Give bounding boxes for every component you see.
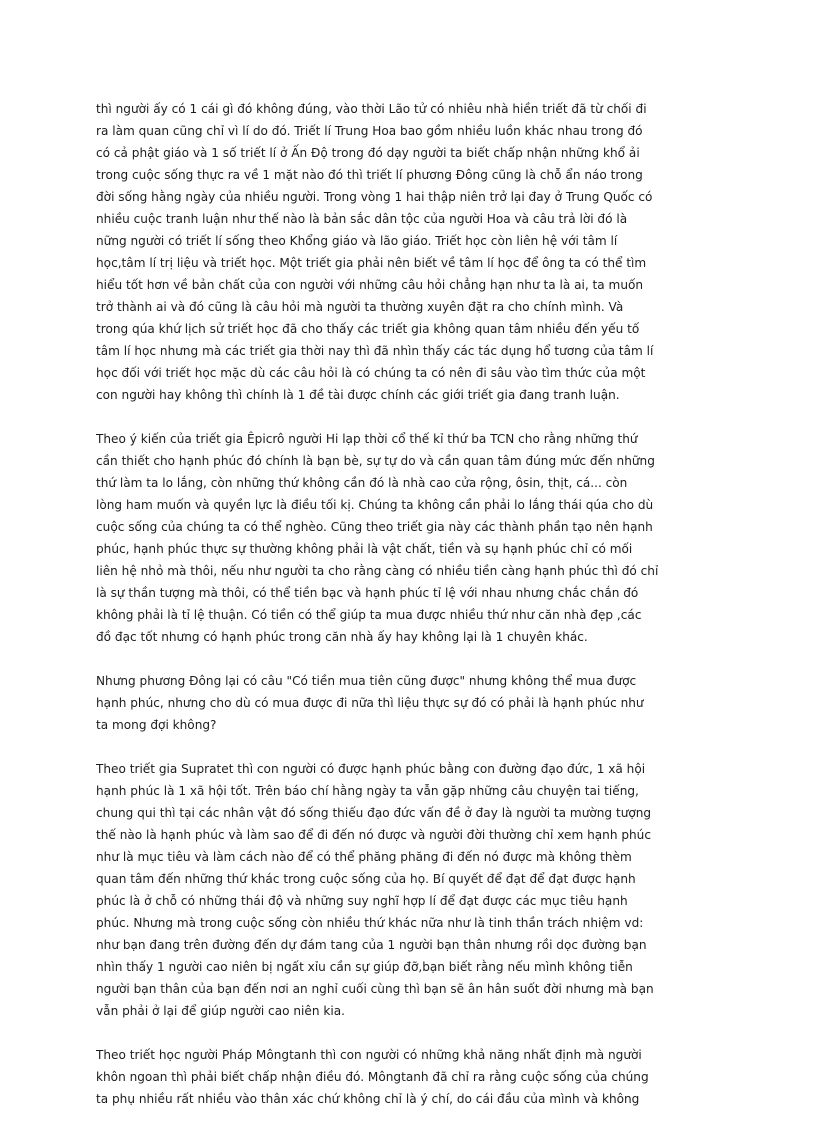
text-line: nhiều cuộc tranh luận như thế nào là bản sắc dân tộc của người Hoa và câu trả lời đó là: [96, 212, 628, 226]
text-line: không phải là tỉ lệ thuận. Có tiền có thể giúp ta mua được nhiều thứ như căn nhà đẹp ,các: [96, 608, 642, 622]
text-line: ra làm quan cũng chỉ vì lí do đó. Triết lí Trung Hoa bao gồm nhiều luồn khác nhau trong đó: [96, 124, 643, 138]
text-line: trở thành ai và đó cũng là câu hỏi mà người ta thường xuyên đặt ra cho chính mình. Và: [96, 300, 624, 314]
text-line: là sự thần tượng mà thôi, có thể tiền bạc và hạnh phúc tỉ lệ với nhau nhưng chắc chắn đó: [96, 586, 639, 600]
text-line: chung qui thì tại các nhân vật đó sống thiếu đạo đức vấn đề ở đay là người ta mường tượng: [96, 806, 652, 820]
text-line: trong cuộc sống thực ra về 1 mặt nào đó thì triết lí phương Đông cũng là chỗ ẩn náo trong: [96, 168, 643, 182]
text-line: thì người ấy có 1 cái gì đó không đúng, vào thời Lão tử có nhiêu nhà hiền triết đã từ chối đi: [96, 102, 647, 116]
text-line: liên hệ nhỏ mà thôi, nếu như người ta cho rằng càng có nhiều tiền càng hạnh phúc thì đó chỉ: [96, 564, 659, 578]
text-line: cuộc sống của chúng ta có thể nghèo. Cũng theo triết gia này các thành phần tạo nên hạnh: [96, 520, 653, 534]
text-line: học,tâm lí trị liệu và triết học. Một triết gia phải nên biết về tâm lí học để ông ta có thể tìm: [96, 256, 647, 270]
text-line: phúc. Nhưng mà trong cuộc sống còn nhiều thứ khác nữa như là tinh thần trách nhiệm vd:: [96, 916, 644, 930]
text-line: ta mong đợi không?: [96, 718, 217, 732]
paragraph-1: [96, 98, 720, 406]
text-line: như bạn đang trên đường đến dự đám tang của 1 người bạn thân nhưng rồi dọc đường bạn: [96, 938, 647, 952]
text-line: vẫn phải ở lại để giúp người cao niên kia.: [96, 1004, 345, 1018]
text-line: khôn ngoan thì phải biết chấp nhận điều đó. Môngtanh đã chỉ ra rằng cuộc sống của chúng: [96, 1070, 649, 1084]
text-line: lòng ham muốn và quyền lực là điều tối kị. Chúng ta không cần phải lo lắng thái qúa cho dù: [96, 498, 654, 512]
paragraph-3: [96, 670, 720, 736]
text-line: Nhưng phương Đông lại có câu "Có tiền mua tiên cũng được" nhưng không thể mua được: [96, 674, 637, 688]
text-line: tâm lí học nhưng mà các triết gia thời nay thì đã nhìn thấy các tác dụng hổ tương của tâm lí: [96, 344, 654, 358]
text-line: quan tâm đến những thứ khác trong cuộc sống của họ. Bí quyết để đạt để đạt được hạnh: [96, 872, 636, 886]
text-line: học đối với triết học mặc dù các câu hỏi là có chúng ta có nên đi sâu vào tìm thức của một: [96, 366, 646, 380]
text-line: phúc, hạnh phúc thực sự thường không phải là vật chất, tiền và sụ hạnh phúc chỉ có mối: [96, 542, 633, 556]
paragraph-4: [96, 758, 720, 1022]
text-line: có cả phật giáo và 1 số triết lí ở Ấn Độ trong đó dạy người ta biết chấp nhận những khổ ải: [96, 146, 640, 160]
document-page: [96, 98, 720, 1132]
text-line: thứ làm ta lo lắng, còn những thứ không cần đó là nhà cao cửa rộng, ôsin, thịt, cá... còn: [96, 476, 628, 490]
text-line: ta phụ nhiều rất nhiều vào thân xác chứ không chỉ là ý chí, do cái đầu của mình và không: [96, 1092, 640, 1106]
paragraph-5: [96, 1044, 720, 1110]
text-line: cần thiết cho hạnh phúc đó chính là bạn bè, sự tự do và cần quan tâm đúng mức đến những: [96, 454, 655, 468]
text-line: con người hay không thì chính là 1 đề tài được chính các giới triết gia đang tranh luận.: [96, 388, 620, 402]
text-line: Theo triết học người Pháp Môngtanh thì con người có những khả năng nhất định mà người: [96, 1048, 642, 1062]
text-line: trong qúa khứ lịch sử triết học đã cho thấy các triết gia không quan tâm nhiều đến yếu tố: [96, 322, 640, 336]
paragraph-2: [96, 428, 720, 648]
text-line: như là mục tiêu và làm cách nào để có thể phăng phăng đi đến nó được mà không thèm: [96, 850, 632, 864]
text-line: người bạn thân của bạn đến nơi an nghỉ cuối cùng thì bạn sẽ ân hân suốt đời nhưng mà bạn: [96, 982, 654, 996]
text-line: thế nào là hạnh phúc và làm sao để đi đến nó được và người đời thường chỉ xem hạnh phúc: [96, 828, 651, 842]
text-line: hiểu tốt hơn về bản chất của con người với những câu hỏi chẳng hạn như ta là ai, ta muốn: [96, 278, 644, 292]
text-line: phúc là ở chỗ có những thái độ và những suy nghĩ hợp lí để đạt được các mục tiêu hạnh: [96, 894, 628, 908]
text-line: hạnh phúc là 1 xã hội tốt. Trên báo chí hằng ngày ta vẫn gặp những câu chuyện tai tiếng,: [96, 784, 639, 798]
text-line: nhìn thấy 1 người cao niên bị ngất xỉu cần sự giúp đỡ,bạn biết rằng nếu mình không tiễn: [96, 960, 633, 974]
text-line: Theo triết gia Supratet thì con người có được hạnh phúc bằng con đường đạo đức, 1 xã hội: [96, 762, 646, 776]
text-line: hạnh phúc, nhưng cho dù có mua được đi nữa thì liệu thực sự đó có phải là hạnh phúc như: [96, 696, 644, 710]
text-line: nững người có triết lí sống theo Khổng giáo và lão giáo. Triết học còn liên hệ với tâm lí: [96, 234, 618, 248]
text-line: đồ đạc tốt nhưng có hạnh phúc trong căn nhà ấy hay không lại là 1 chuyên khác.: [96, 630, 588, 644]
text-line: Theo ý kiến của triết gia Êpicrô người Hi lạp thời cổ thế kỉ thứ ba TCN cho rằng những thứ: [96, 432, 638, 446]
text-line: đời sống hằng ngày của nhiều người. Trong vòng 1 hai thập niên trở lại đay ở Trung Quốc có: [96, 190, 653, 204]
